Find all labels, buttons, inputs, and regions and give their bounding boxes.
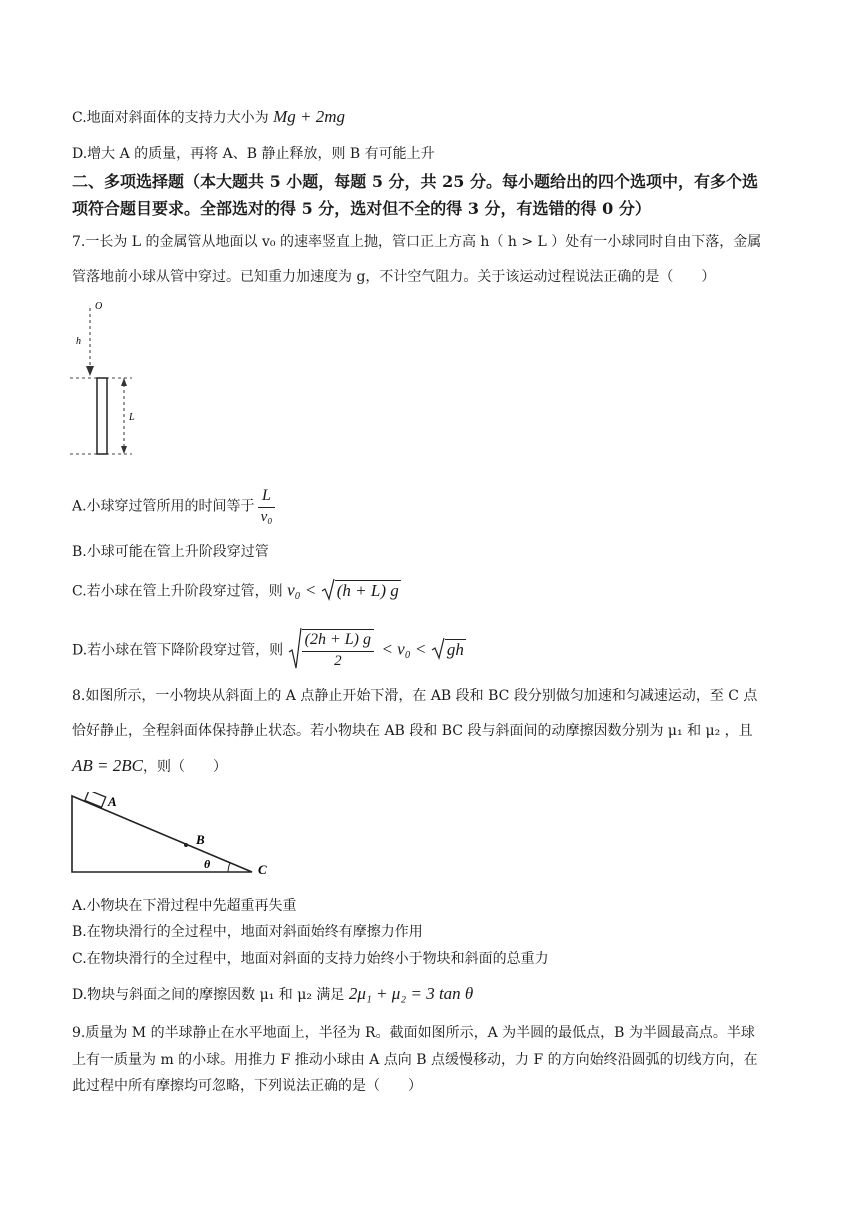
option-d-prev <box>72 145 435 163</box>
denominator: v₀ <box>260 508 273 525</box>
q8-stem-line1: 8.如图所示，一小物块从斜面上的 A 点静止开始下滑，在 AB 段和 BC 段分别做匀加速和匀减速运动，至 C 点 <box>72 688 758 704</box>
option-text: C.地面对斜面体的支持力大小为 <box>72 110 269 126</box>
label-theta: θ <box>204 857 211 871</box>
q8-incline-figure <box>68 792 278 878</box>
option-text: C.若小球在管上升阶段穿过管，则 <box>72 583 283 600</box>
radicand: (h + L) g <box>336 580 399 600</box>
label-o: O <box>95 301 103 312</box>
numerator: L <box>258 486 276 508</box>
label-a: A <box>108 794 117 809</box>
q7-option-a <box>72 486 278 527</box>
q7-option-b: B.小球可能在管上升阶段穿过管 <box>72 544 269 560</box>
formula: 2μ₁ + μ₂ = 3 tan θ <box>348 984 474 1003</box>
formula-mid: < v₀ < <box>381 639 427 659</box>
formula: AB = 2BC <box>72 756 143 775</box>
label-b: B <box>196 832 205 847</box>
sqrt-sign <box>321 577 335 606</box>
section-heading-line2: 项符合题目要求。全部选对的得 5 分，选对但不全的得 3 分，有选错的得 0 分） <box>72 199 651 218</box>
section-heading-line1: 二、多项选择题（本大题共 5 小题，每题 5 分，共 25 分。每小题给出的四个选项中，有多个选 <box>72 172 758 191</box>
radicand: gh <box>446 639 464 659</box>
denominator: 2 <box>334 653 342 670</box>
stem-tail: ，则（ ） <box>142 759 227 775</box>
q7-stem-line2: 管落地前小球从管中穿过。已知重力加速度为 g，不计空气阻力。关于该运动过程说法正确的是（ ） <box>72 269 716 285</box>
option-text: D.若小球在管下降阶段穿过管，则 <box>72 642 284 659</box>
q7-stem-line1: 7.一长为 L 的金属管从地面以 v₀ 的速率竖直上抛，管口正上方高 h（ h > L ）处有一小球同时自由下落，金属 <box>72 234 762 250</box>
option-c-prev <box>72 106 345 128</box>
q9-stem-line1: 9.质量为 M 的半球静止在水平地面上，半径为 R。截面如图所示，A 为半圆的最低点，B 为半圆最高点。半球 <box>72 1025 755 1041</box>
sqrt-sign <box>288 626 302 675</box>
numerator: (2h + L) g <box>302 630 374 652</box>
label-l: L <box>129 412 135 423</box>
q7-tube-figure <box>66 296 156 460</box>
q7-option-d <box>72 626 466 675</box>
q8-option-d <box>72 983 473 1005</box>
sqrt-sign <box>431 636 445 665</box>
fraction <box>302 629 374 671</box>
q8-option-c: C.在物块滑行的全过程中，地面对斜面的支持力始终小于物块和斜面的总重力 <box>72 951 549 967</box>
formula-lhs: v₀ < <box>287 580 317 600</box>
option-text: A.小球穿过管所用的时间等于 <box>72 498 255 515</box>
q8-option-a: A.小物块在下滑过程中先超重再失重 <box>72 898 297 914</box>
fraction <box>258 486 276 527</box>
q8-stem-line2: 恰好静止，全程斜面体保持静止状态。若小物块在 AB 段和 BC 段与斜面间的动摩擦因数分别为 μ₁ 和 μ₂ ，且 <box>72 723 753 739</box>
q9-stem-line3: 此过程中所有摩擦均可忽略，下列说法正确的是（ ） <box>72 1078 422 1094</box>
q7-option-c <box>72 577 401 606</box>
formula: Mg + 2mg <box>273 107 346 126</box>
q8-option-b: B.在物块滑行的全过程中，地面对斜面始终有摩擦力作用 <box>72 924 423 940</box>
option-text: D.增大 A 的质量，再将 A、B 静止释放，则 B 有可能上升 <box>72 146 435 162</box>
label-h: h <box>76 336 81 347</box>
option-text: D.物块与斜面之间的摩擦因数 μ₁ 和 μ₂ 满足 <box>72 987 345 1003</box>
label-c: C <box>258 862 267 877</box>
q8-stem-line3 <box>72 755 227 777</box>
q9-stem-line2: 上有一质量为 m 的小球。用推力 F 推动小球由 A 点向 B 点缓慢移动，力 F 的方向始终沿圆弧的切线方向，在 <box>72 1052 758 1068</box>
